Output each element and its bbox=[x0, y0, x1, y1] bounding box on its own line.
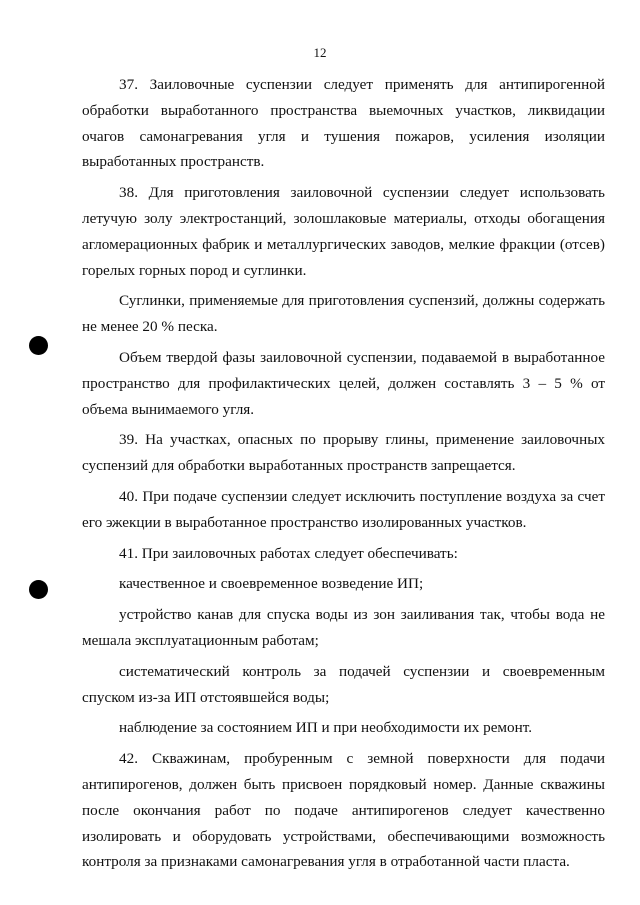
punch-hole-mark bbox=[29, 336, 48, 355]
paragraph-solid-phase-volume: Объем твердой фазы заиловочной суспензии, подаваемой в выработанное пространство для профилактических целей, должен составлять 3 – 5 % от объема вынимаемого угля. bbox=[82, 348, 605, 418]
list-item-inspection: наблюдение за состоянием ИП и при необходимости их ремонт. bbox=[119, 719, 533, 737]
paragraph-38: 38. Для приготовления заиловочной суспензии следует использовать летучую золу электростанций, золошлаковые материалы, отходы обогащения агломерационных фабрик и металлургических заводов, мелкие фракции (отсев) горелых горных пород и суглинки. bbox=[82, 184, 605, 279]
paragraph-42: 42. Скважинам, пробуренным с земной поверхности для подачи антипирогенов, должен быть присвоен порядковый номер. Данные скважины после окончания работ по подаче антипирогенов следует качественно изолировать и оборудовать устройствами, обеспечивающими возможность контроля за признаками самонагревания угля в отработанной части пласта. bbox=[82, 750, 605, 871]
paragraph-41: 41. При заиловочных работах следует обеспечивать: bbox=[119, 544, 458, 562]
list-item-monitoring: систематический контроль за подачей суспензии и своевременным спуском из-за ИП отстоявшейся воды; bbox=[82, 662, 605, 706]
list-item-construction: качественное и своевременное возведение ИП; bbox=[119, 575, 424, 593]
list-item-drainage: устройство канав для спуска воды из зон заиливания так, чтобы вода не мешала эксплуатационным работам; bbox=[82, 606, 605, 649]
paragraph-37: 37. Заиловочные суспензии следует применять для антипирогенной обработки выработанного пространства выемочных участков, ликвидации очагов самонагревания угля и тушения пожаров, усиления изоляции выработанных пространств. bbox=[82, 76, 605, 171]
paragraph-39: 39. На участках, опасных по прорыву глины, применение заиловочных суспензий для обработки выработанных пространств запрещается. bbox=[82, 431, 605, 475]
page-number: 12 bbox=[313, 45, 327, 60]
paragraph-40: 40. При подаче суспензии следует исключить поступление воздуха за счет его эжекции в выработанное пространство изолированных участков. bbox=[82, 487, 605, 531]
document-body bbox=[82, 72, 605, 875]
punch-hole-mark bbox=[29, 580, 48, 599]
paragraph-loam-requirement: Суглинки, применяемые для приготовления суспензий, должны содержать не менее 20 % песка. bbox=[82, 292, 605, 336]
